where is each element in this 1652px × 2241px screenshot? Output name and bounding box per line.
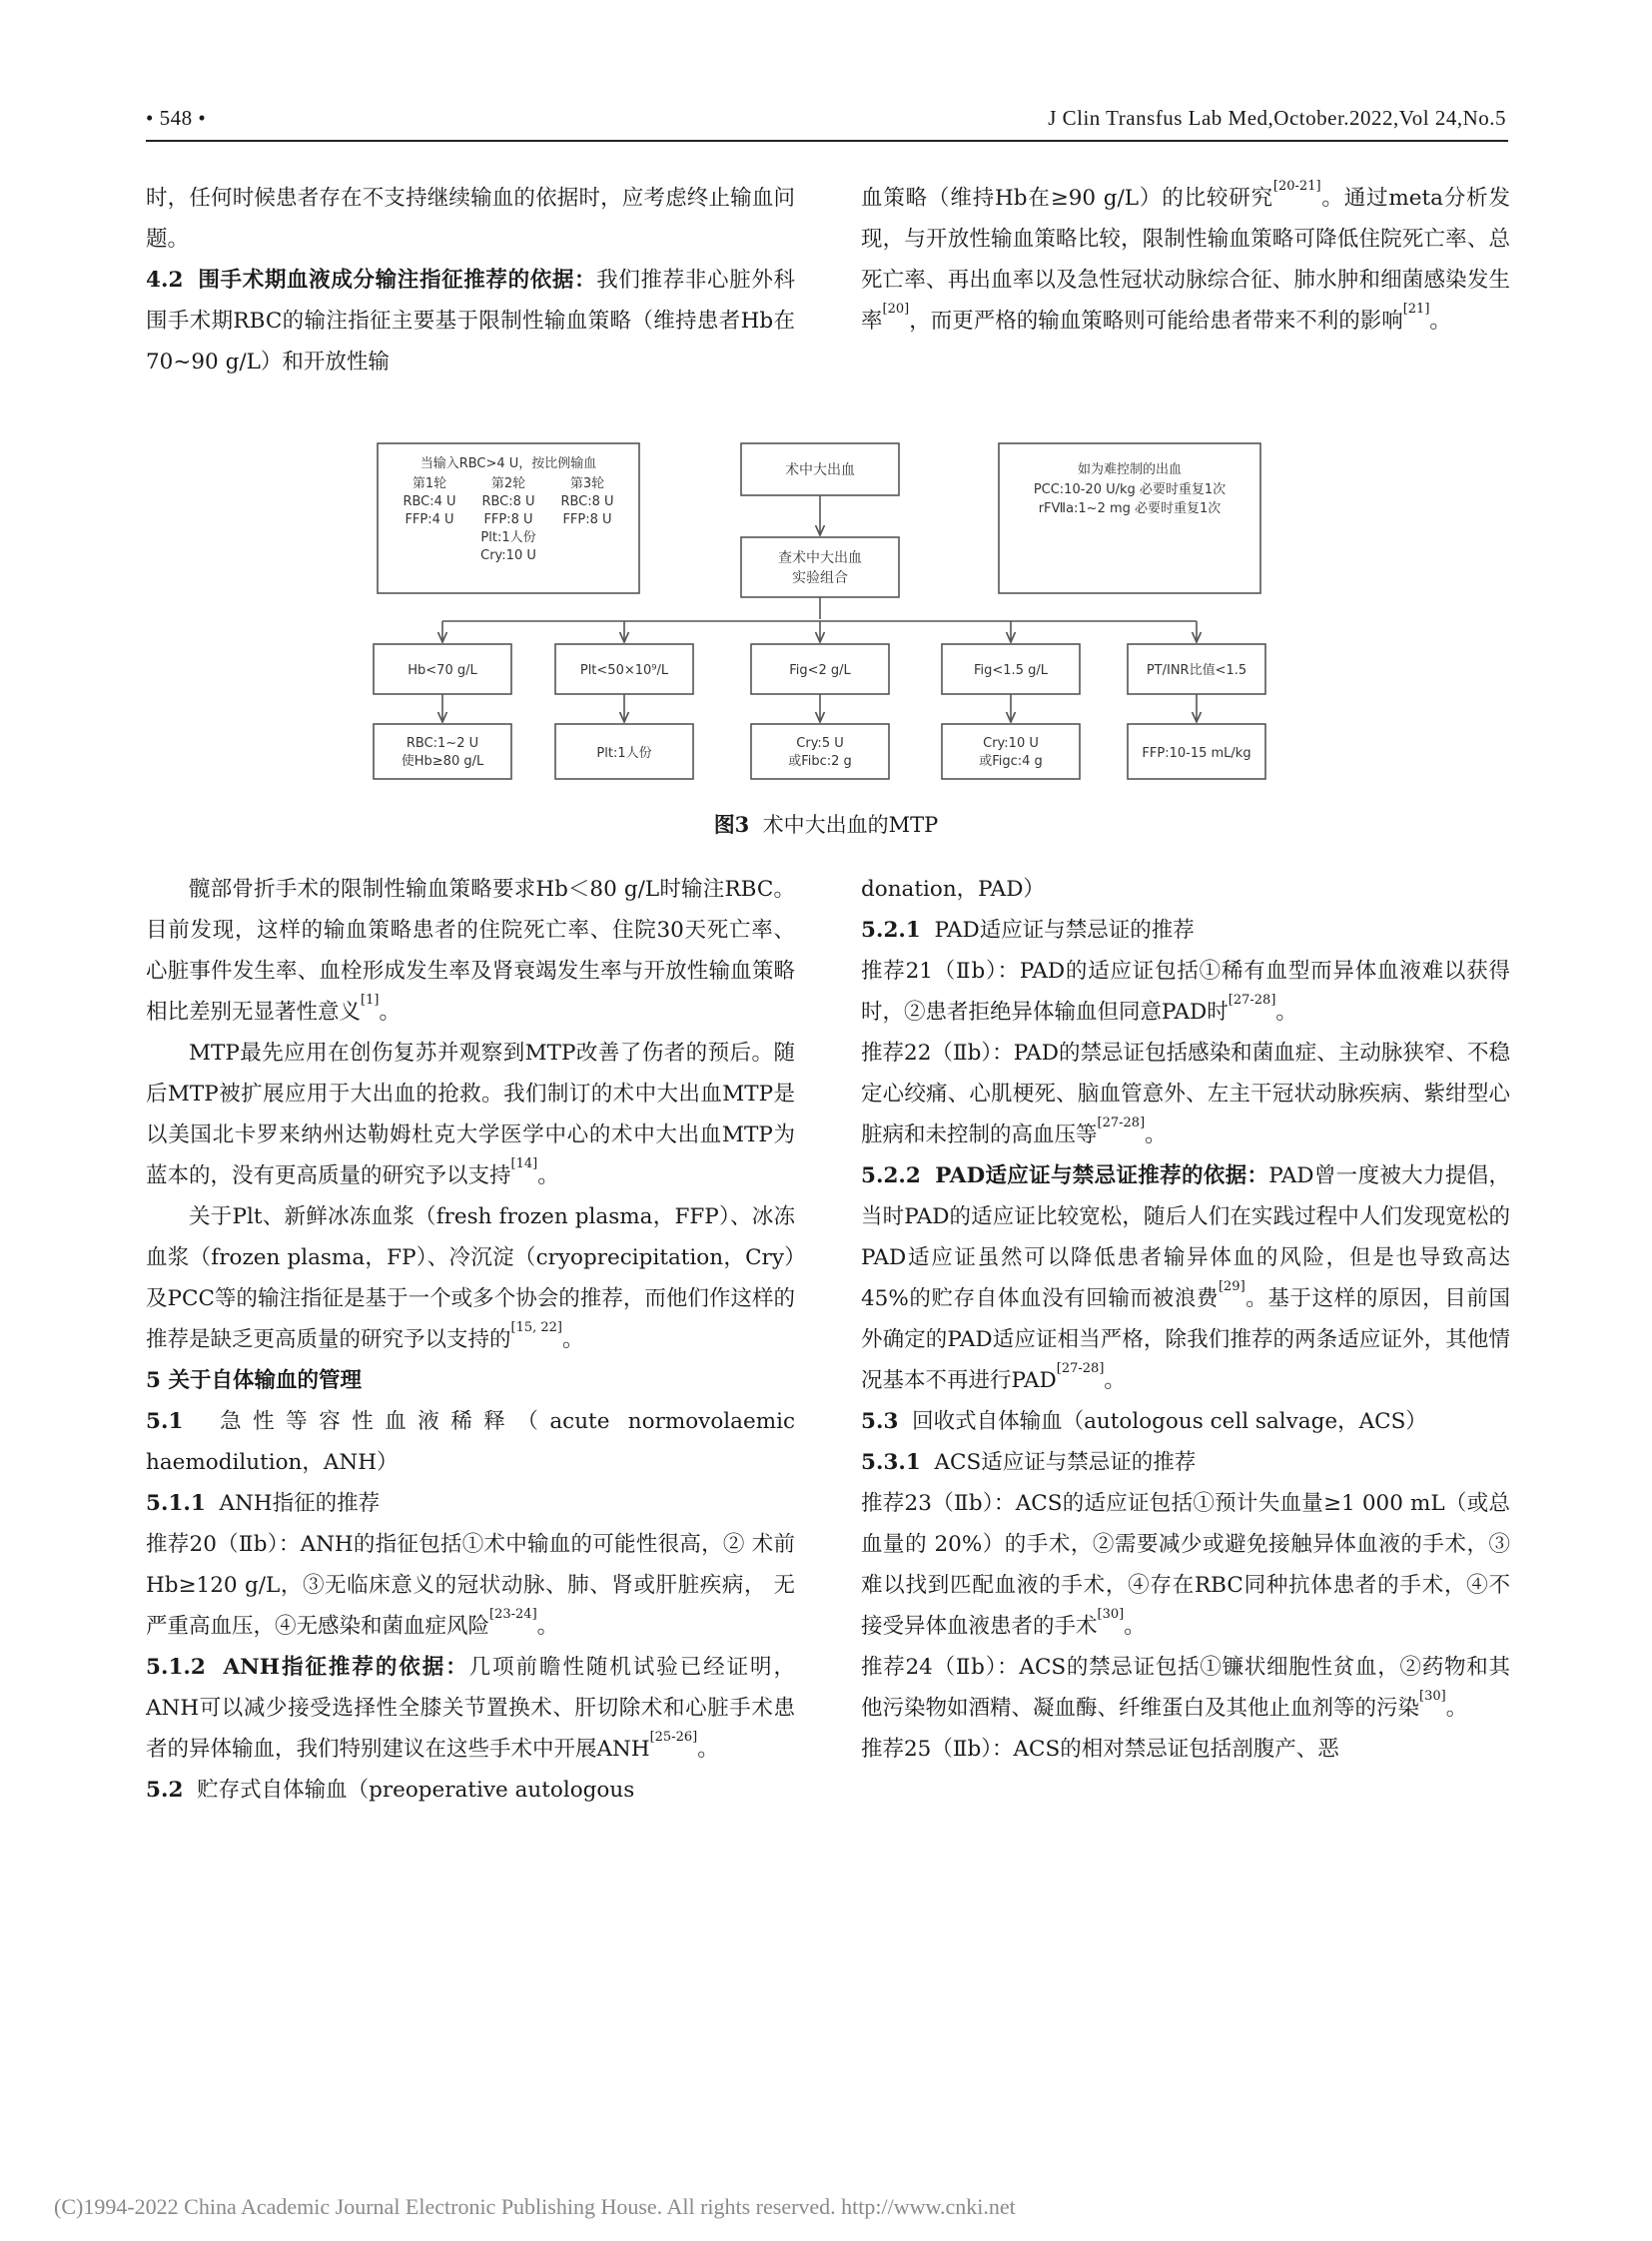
section-title: 贮存式自体输血（preoperative autologous [197, 1778, 635, 1803]
citation: [15, 22] [510, 1320, 563, 1335]
section-number: 5.1.2 [146, 1655, 206, 1680]
paragraph: 推荐25（Ⅱb）：ACS的相对禁忌证包括剖腹产、恶 [861, 1737, 1339, 1762]
top-left-column [146, 178, 795, 382]
action-rbc-box [374, 724, 511, 779]
paragraph: 时，任何时候患者存在不支持继续输血的依据时，应考虑终止输血问题。 [146, 186, 795, 252]
figure-label: 图3 [713, 812, 750, 837]
citation: [25-26] [649, 1730, 698, 1745]
box-text: 术中大出血 [785, 462, 855, 478]
figure-caption-text: 术中大出血的MTP [762, 813, 939, 837]
paragraph-text: 。基于这样的原因，目前国外确定的PAD适应证相当严格，除我们推荐的两条适应证外，其他情况基本不再进行PAD [861, 1286, 1510, 1393]
citation: [27-28] [1228, 993, 1276, 1008]
box-text: RBC:8 U [560, 494, 614, 509]
box-text: Plt<50×10⁹/L [579, 663, 669, 678]
box-text: Plt:1人份 [596, 746, 652, 761]
paragraph-text: 关于Plt、新鲜冰冻血浆（fresh frozen plasma，FFP）、冰冻血浆（frozen plasma，FP）、冷沉淀（cryoprecipitation，Cry）及PCC等的输注指征是基于一个或多个协会的推荐，而他们作这样的推荐是缺乏更高质量的研究予以支持的 [146, 1204, 795, 1352]
citation: [20-21] [1272, 179, 1321, 194]
section-title: 回收式自体输血（autologous cell salvage，ACS） [912, 1409, 1427, 1434]
section-title: PAD适应证与禁忌证的推荐 [934, 918, 1195, 943]
box-text: 当输入RBC>4 U，按比例输血 [419, 456, 597, 471]
section-heading [861, 1442, 1510, 1483]
paragraph-text: ，而更严格的输血策略则可能给患者带来不利的影响 [909, 309, 1403, 334]
box-text: 或Figc:4 g [979, 754, 1043, 769]
section-title: 急性等容性血液稀释（acute normovolaemic haemodilution，ANH） [146, 1409, 795, 1475]
section-title: 围手术期血液成分输注指征推荐的依据： [198, 268, 597, 293]
box-text: RBC:8 U [481, 494, 535, 509]
paragraph: 髋部骨折手术的限制性输血策略要求Hb＜80 g/L时输注RBC。目前发现，这样的输血策略患者的住院死亡率、住院30天死亡率、心脏事件发生率、血栓形成发生率及肾衰竭发生率与开放性输血策略相比差别无显著性意义[1]。 [146, 877, 795, 1025]
section-heading [861, 910, 1510, 951]
section-number: 5.2 [146, 1778, 184, 1803]
box-text: FFP:8 U [483, 512, 533, 527]
paragraph-text: 推荐21（Ⅱb）：PAD的适应证包括①稀有血型而异体血液难以获得时，②患者拒绝异体输血但同意PAD时 [861, 959, 1510, 1025]
paragraph [146, 260, 795, 382]
box-text: Cry:5 U [796, 736, 844, 751]
citation: [23-24] [489, 1607, 537, 1622]
section-title: ANH指征推荐的依据： [223, 1655, 469, 1680]
paragraph-text: 髋部骨折手术的限制性输血策略要求Hb＜80 g/L时输注RBC。目前发现，这样的输血策略患者的住院死亡率、住院30天死亡率、心脏事件发生率、血栓形成发生率及肾衰竭发生率与开放性输血策略相比差别无显著性意义 [146, 877, 795, 1025]
paragraph: 推荐24（Ⅱb）：ACS的禁忌证包括①镰状细胞性贫血，②药物和其他污染物如酒精、凝血酶、纤维蛋白及其他止血剂等的污染[30]。 [861, 1655, 1510, 1721]
paragraph-text: PAD曾一度被大力提倡，当时PAD的适应证比较宽松，随后人们在实践过程中人们发现宽松的PAD适应证虽然可以降低患者输异体血的风险，但是也导致高达45%的贮存自体血没有回输而被浪费 [861, 1163, 1510, 1311]
paragraph-text: 推荐20（Ⅱb）：ANH的指征包括①术中输血的可能性很高，② 术前Hb≥120 g/L，③无临床意义的冠状动脉、肺、肾或肝脏疾病， 无严重高血压，④无感染和菌血症风险 [146, 1532, 795, 1639]
citation: [1] [361, 993, 380, 1008]
figure-caption [0, 809, 1652, 839]
box-text: Cry:10 U [480, 548, 536, 563]
section-number: 5.2.2 [861, 1163, 921, 1188]
paragraph: MTP最先应用在创伤复苏并观察到MTP改善了伤者的预后。随后MTP被扩展应用于大出血的抢救。我们制订的术中大出血MTP是以美国北卡罗来纳州达勒姆杜克大学医学中心的术中大出血MTP为蓝本的，没有更高质量的研究予以支持[14]。 [146, 1041, 795, 1188]
section-title: PAD适应证与禁忌证推荐的依据： [935, 1163, 1269, 1188]
box-text: FFP:4 U [405, 512, 454, 527]
citation: [30] [1419, 1689, 1446, 1704]
box-text: 查术中大出血 [778, 550, 862, 566]
section-title: ACS适应证与禁忌证的推荐 [934, 1450, 1197, 1475]
citation: [20] [882, 302, 910, 317]
box-text: FFP:10-15 mL/kg [1142, 746, 1251, 761]
citation: [14] [510, 1156, 538, 1171]
paragraph: 推荐20（Ⅱb）：ANH的指征包括①术中输血的可能性很高，② 术前Hb≥120 g/L，③无临床意义的冠状动脉、肺、肾或肝脏疾病， 无严重高血压，④无感染和菌血症风险[23-24]。 [146, 1532, 795, 1639]
citation: [27-28] [1097, 1116, 1146, 1130]
paragraph-text: 。通过meta分析发现，与开放性输血策略比较，限制性输血策略可降低住院死亡率、总死亡率、再出血率以及急性冠状动脉综合征、肺水肿和细菌感染发生率 [861, 186, 1510, 334]
box-text: PT/INR比值<1.5 [1146, 663, 1247, 678]
box-text: 第2轮 [490, 476, 526, 491]
top-right-column [861, 178, 1510, 342]
citation: [30] [1097, 1607, 1125, 1622]
paragraph-text: 几项前瞻性随机试验已经证明，ANH可以减少接受选择性全膝关节置换术、肝切除术和心脏手术患者的异体输血，我们特别建议在这些手术中开展ANH [146, 1655, 795, 1762]
page-number: • 548 • [146, 106, 207, 130]
box-text: 使Hb≥80 g/L [401, 754, 484, 769]
section-heading [146, 1483, 795, 1524]
box-text: RBC:4 U [403, 494, 456, 509]
paragraph: 推荐22（Ⅱb）：PAD的禁忌证包括感染和菌血症、主动脉狭窄、不稳定心绞痛、心肌梗死、脑血管意外、左主干冠状动脉疾病、紫绀型心脏病和未控制的高血压等[27-28]。 [861, 1041, 1510, 1147]
box-text: Plt:1人份 [480, 530, 536, 545]
section-title: ANH指征的推荐 [219, 1491, 381, 1516]
journal-running-head: J Clin Transfus Lab Med,October.2022,Vol 24,No.5 [1048, 106, 1506, 130]
box-text: 或Fibc:2 g [788, 754, 852, 769]
box-text: 实验组合 [792, 570, 848, 586]
box-text: FFP:8 U [562, 512, 612, 527]
box-text: PCC:10-20 U/kg 必要时重复1次 [1033, 482, 1227, 497]
paragraph: 5.1.2 ANH指征推荐的依据：几项前瞻性随机试验已经证明，ANH可以减少接受选择性全膝关节置换术、肝切除术和心脏手术患者的异体输血，我们特别建议在这些手术中开展ANH[25-26]。 [146, 1655, 795, 1762]
section-heading: 5 关于自体输血的管理 [146, 1368, 362, 1393]
paragraph: 推荐23（Ⅱb）：ACS的适应证包括①预计失血量≥1 000 mL（或总血量的 20%）的手术，②需要减少或避免接触异体血液的手术，③难以找到匹配血液的手术，④存在RBC同种抗体患者的手术，④不接受异体血液患者的手术[30]。 [861, 1491, 1510, 1639]
paragraph: 5.2.2 PAD适应证与禁忌证推荐的依据：PAD曾一度被大力提倡，当时PAD的适应证比较宽松，随后人们在实践过程中人们发现宽松的PAD适应证虽然可以降低患者输异体血的风险，但是也导致高达45%的贮存自体血没有回输而被浪费[29]。基于这样的原因，目前国外确定的PAD适应证相当严格，除我们推荐的两条适应证外，其他情况基本不再进行PAD[27-28]。 [861, 1163, 1510, 1393]
paragraph: 关于Plt、新鲜冰冻血浆（fresh frozen plasma，FFP）、冰冻血浆（frozen plasma，FP）、冷沉淀（cryoprecipitation，Cry）及PCC等的输注指征是基于一个或多个协会的推荐，而他们作这样的推荐是缺乏更高质量的研究予以支持的[15, 22]。 [146, 1204, 795, 1352]
paragraph-text: 。 [1429, 309, 1451, 334]
citation: [27-28] [1056, 1361, 1105, 1376]
paragraph-text: MTP最先应用在创伤复苏并观察到MTP改善了伤者的预后。随后MTP被扩展应用于大出血的抢救。我们制订的术中大出血MTP是以美国北卡罗来纳州达勒姆杜克大学医学中心的术中大出血MTP为蓝本的，没有更高质量的研究予以支持 [146, 1041, 795, 1188]
copyright-footer: (C)1994-2022 China Academic Journal Electronic Publishing House. All rights reserved. http://www.cnki.net [54, 2194, 1016, 2219]
section-number: 5.1.1 [146, 1491, 206, 1516]
box-text: Fig<2 g/L [789, 663, 851, 678]
paragraph: donation，PAD） [861, 877, 1045, 902]
box-text: Hb<70 g/L [408, 663, 477, 678]
citation: [21] [1402, 302, 1430, 317]
section-number: 5.1 [146, 1409, 184, 1434]
section-number: 5.3 [861, 1409, 899, 1434]
citation: [29] [1218, 1279, 1245, 1294]
action-cry10-box [942, 724, 1080, 779]
paragraph-text: 推荐24（Ⅱb）：ACS的禁忌证包括①镰状细胞性贫血，②药物和其他污染物如酒精、凝血酶、纤维蛋白及其他止血剂等的污染 [861, 1655, 1510, 1721]
paragraph [861, 178, 1510, 342]
lab-panel-box [741, 537, 899, 597]
paragraph: 推荐21（Ⅱb）：PAD的适应证包括①稀有血型而异体血液难以获得时，②患者拒绝异体输血但同意PAD时[27-28]。 [861, 959, 1510, 1025]
section-number: 4.2 [146, 268, 184, 293]
action-cry5-box [751, 724, 889, 779]
paragraph-text: 血策略（维持Hb在≥90 g/L）的比较研究 [861, 186, 1273, 211]
box-text: 第3轮 [569, 476, 605, 491]
mtp-flowchart [370, 439, 1268, 789]
box-text: Cry:10 U [983, 736, 1039, 751]
header-rule [146, 140, 1508, 142]
paragraph-text: 推荐22（Ⅱb）：PAD的禁忌证包括感染和菌血症、主动脉狭窄、不稳定心绞痛、心肌梗死、脑血管意外、左主干冠状动脉疾病、紫绀型心脏病和未控制的高血压等 [861, 1041, 1510, 1147]
bottom-right-column [861, 869, 1510, 1770]
box-text: 第1轮 [412, 476, 447, 491]
box-text: Fig<1.5 g/L [974, 663, 1048, 678]
section-heading [146, 1401, 795, 1483]
paragraph-text: 推荐23（Ⅱb）：ACS的适应证包括①预计失血量≥1 000 mL（或总血量的 20%）的手术，②需要减少或避免接触异体血液的手术，③难以找到匹配血液的手术，④存在RBC同种抗体患者的手术，④不接受异体血液患者的手术 [861, 1491, 1510, 1639]
paragraph-text: 我们推荐非心脏外科围手术期RBC的输注指征主要基于限制性输血策略（维持患者Hb在70~90 g/L）和开放性输 [146, 268, 795, 374]
box-text: 如为难控制的出血 [1077, 462, 1183, 477]
box-text: rFⅦa:1~2 mg 必要时重复1次 [1038, 501, 1222, 516]
box-text: RBC:1~2 U [406, 736, 479, 751]
bottom-left-column [146, 869, 795, 1811]
section-heading [146, 1770, 795, 1811]
section-heading [861, 1401, 1510, 1442]
section-number: 5.3.1 [861, 1450, 921, 1475]
section-number: 5.2.1 [861, 918, 921, 943]
